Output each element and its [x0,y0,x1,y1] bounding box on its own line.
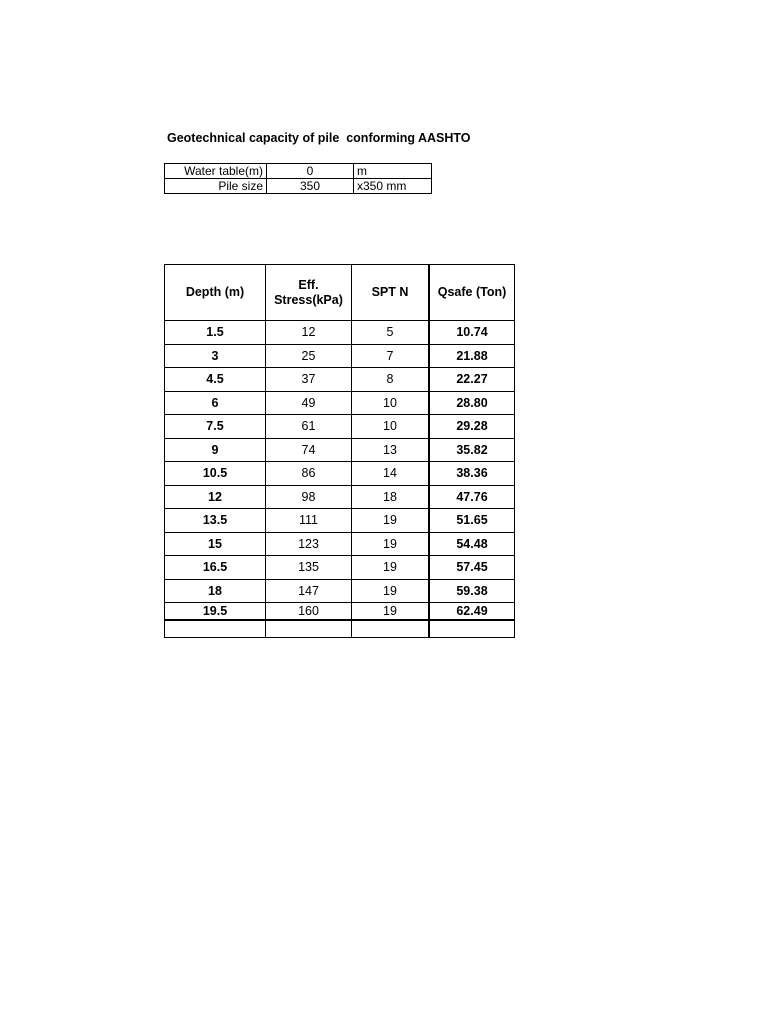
column-header-depth: Depth (m) [165,265,266,321]
qsafe-cell[interactable]: 10.74 [429,321,515,345]
empty-cell[interactable] [266,620,352,638]
param-unit: x350 mm [354,179,432,194]
column-header-qsafe: Qsafe (Ton) [429,265,515,321]
qsafe-cell[interactable]: 38.36 [429,462,515,486]
param-unit: m [354,164,432,179]
table-header-row [165,265,515,321]
depth-cell[interactable]: 6 [165,391,266,415]
qsafe-cell[interactable]: 21.88 [429,344,515,368]
param-value[interactable]: 350 [267,179,354,194]
table-row [165,368,515,392]
eff-stress-cell[interactable]: 123 [266,532,352,556]
depth-cell[interactable]: 15 [165,532,266,556]
empty-cell[interactable] [429,620,515,638]
spt-n-cell[interactable]: 19 [352,603,430,621]
eff-stress-cell[interactable]: 37 [266,368,352,392]
depth-cell[interactable]: 18 [165,579,266,603]
eff-stress-cell[interactable]: 98 [266,485,352,509]
table-row [165,344,515,368]
empty-row [165,620,515,638]
depth-cell[interactable]: 12 [165,485,266,509]
qsafe-cell[interactable]: 35.82 [429,438,515,462]
eff-stress-cell[interactable]: 49 [266,391,352,415]
eff-stress-cell[interactable]: 111 [266,509,352,533]
eff-stress-cell[interactable]: 147 [266,579,352,603]
spt-n-cell[interactable]: 18 [352,485,430,509]
water-table-row [165,164,432,179]
spt-n-cell[interactable]: 19 [352,579,430,603]
qsafe-cell[interactable]: 51.65 [429,509,515,533]
pile-size-row [165,179,432,194]
spt-n-cell[interactable]: 8 [352,368,430,392]
column-header-eff-stress: Eff. Stress(kPa) [266,265,352,321]
qsafe-cell[interactable]: 57.45 [429,556,515,580]
qsafe-cell[interactable]: 59.38 [429,579,515,603]
table-row [165,321,515,345]
column-header-spt-n: SPT N [352,265,430,321]
qsafe-cell[interactable]: 29.28 [429,415,515,439]
table-row [165,485,515,509]
table-row [165,415,515,439]
eff-stress-cell[interactable]: 86 [266,462,352,486]
eff-stress-cell[interactable]: 135 [266,556,352,580]
spt-n-cell[interactable]: 19 [352,509,430,533]
qsafe-cell[interactable]: 54.48 [429,532,515,556]
depth-cell[interactable]: 3 [165,344,266,368]
table-row [165,462,515,486]
depth-cell[interactable]: 1.5 [165,321,266,345]
eff-stress-cell[interactable]: 61 [266,415,352,439]
spt-n-cell[interactable]: 10 [352,391,430,415]
table-row [165,391,515,415]
table-row [165,438,515,462]
qsafe-cell[interactable]: 47.76 [429,485,515,509]
qsafe-cell[interactable]: 62.49 [429,603,515,621]
depth-cell[interactable]: 10.5 [165,462,266,486]
eff-stress-cell[interactable]: 160 [266,603,352,621]
eff-stress-cell[interactable]: 25 [266,344,352,368]
depth-cell[interactable]: 7.5 [165,415,266,439]
depth-cell[interactable]: 9 [165,438,266,462]
param-value[interactable]: 0 [267,164,354,179]
empty-cell[interactable] [165,620,266,638]
depth-cell[interactable]: 16.5 [165,556,266,580]
param-label: Water table(m) [165,164,267,179]
depth-cell[interactable]: 4.5 [165,368,266,392]
empty-cell[interactable] [352,620,430,638]
spt-n-cell[interactable]: 5 [352,321,430,345]
table-row [165,532,515,556]
spt-n-cell[interactable]: 19 [352,532,430,556]
parameters-table [164,163,432,194]
table-row [165,603,515,621]
depth-cell[interactable]: 19.5 [165,603,266,621]
depth-cell[interactable]: 13.5 [165,509,266,533]
table-row [165,556,515,580]
spt-n-cell[interactable]: 14 [352,462,430,486]
qsafe-cell[interactable]: 22.27 [429,368,515,392]
spt-n-cell[interactable]: 13 [352,438,430,462]
eff-stress-cell[interactable]: 12 [266,321,352,345]
table-row [165,509,515,533]
capacity-table [164,264,515,638]
spt-n-cell[interactable]: 19 [352,556,430,580]
page-title: Geotechnical capacity of pile conforming AASHTO [167,131,471,145]
spt-n-cell[interactable]: 7 [352,344,430,368]
qsafe-cell[interactable]: 28.80 [429,391,515,415]
eff-stress-cell[interactable]: 74 [266,438,352,462]
table-row [165,579,515,603]
param-label: Pile size [165,179,267,194]
spt-n-cell[interactable]: 10 [352,415,430,439]
